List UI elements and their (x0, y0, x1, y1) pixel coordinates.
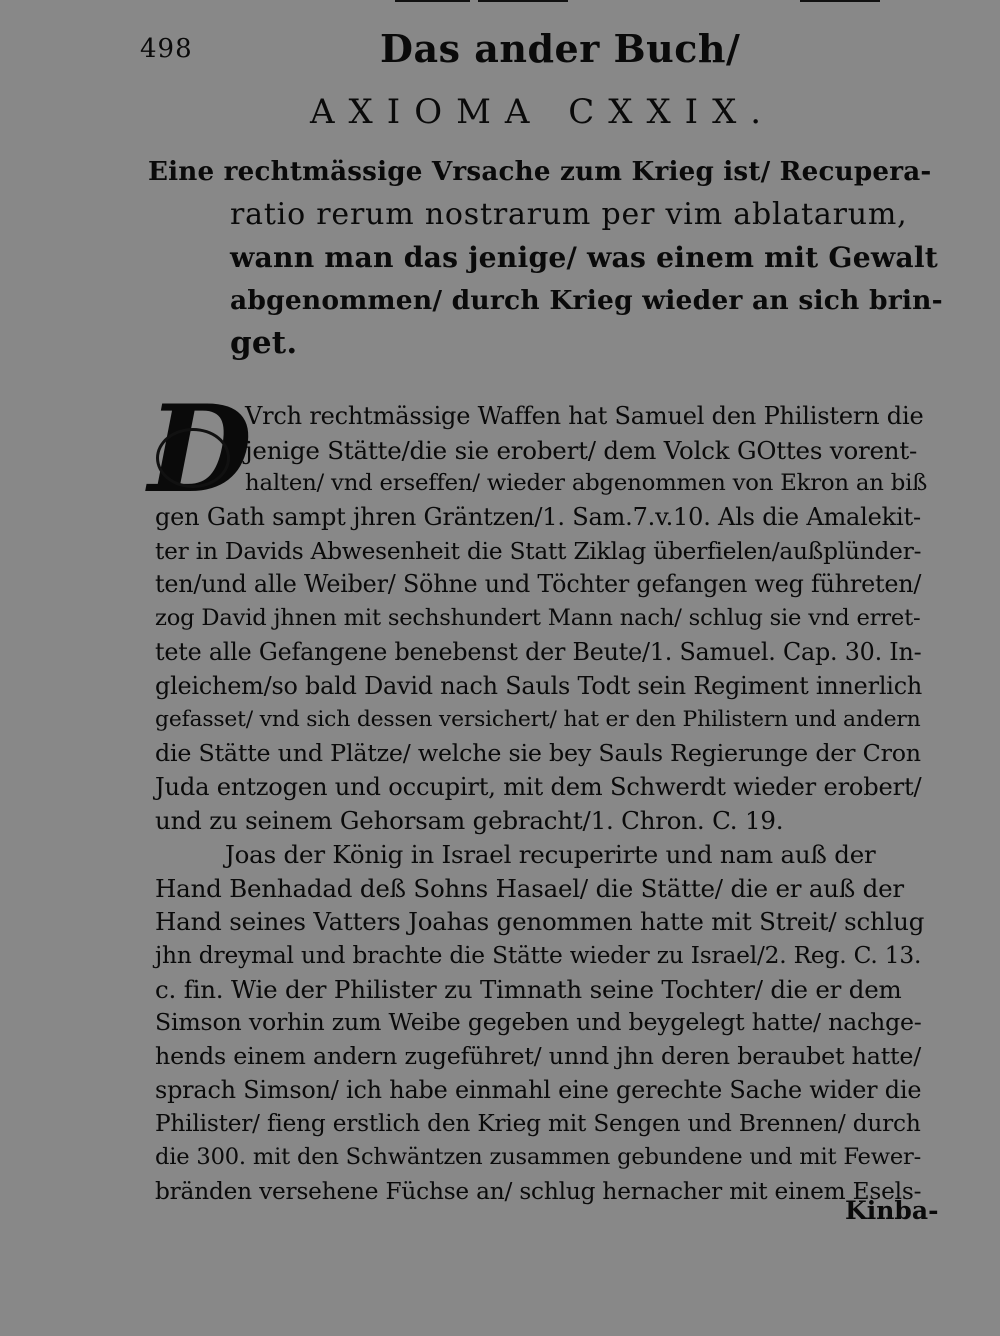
body-line: gefasset/ vnd sich dessen versichert/ hat er den Philistern und andern (155, 707, 921, 733)
body-line: Philister/ fieng erstlich den Krieg mit Sengen und Brennen/ durch (155, 1110, 921, 1138)
axiom-statement (148, 150, 943, 365)
statement-line: Eine rechtmässige Vrsache zum Krieg ist/ Recupera- (148, 156, 932, 187)
body-line: hends einem andern zugeführet/ unnd jhn deren beraubet hatte/ (155, 1042, 921, 1071)
drop-cap-letter: D (148, 379, 253, 520)
statement-line: wann man das jenige/ was einem mit Gewalt (230, 241, 938, 274)
body-line: gleichem/so bald David nach Sauls Todt sein Regiment innerlich (155, 671, 923, 700)
body-line: halten/ vnd erseffen/ wieder abgenommen von Ekron an biß (245, 470, 928, 497)
body-line: ter in Davids Abwesenheit die Statt Ziklag überfielen/außplünder- (155, 537, 922, 565)
body-line: die Stätte und Plätze/ welche sie bey Sauls Regierunge der Cron (155, 738, 921, 767)
body-line: tete alle Gefangene benebenst der Beute/1. Samuel. Cap. 30. In- (155, 637, 922, 666)
body-line: zog David jhnen mit sechshundert Mann nach/ schlug sie vnd erret- (155, 605, 921, 632)
body-line: Joas der König in Israel recuperirte und nam auß der (225, 839, 876, 869)
body-line: bränden versehene Füchse an/ schlug hernacher mit einem Esels- (155, 1177, 922, 1205)
catchword: Kinba- (845, 1196, 939, 1225)
body-text (155, 400, 930, 1209)
statement-line: ratio rerum nostrarum per vim ablatarum, (230, 197, 908, 232)
top-rule (800, 0, 880, 2)
axiom-title: AXIOMA CXXIX. (310, 92, 776, 132)
body-line: die 300. mit den Schwäntzen zusammen gebundene und mit Fewer- (155, 1144, 922, 1171)
body-line: ten/und alle Weiber/ Söhne und Töchter gefangen weg führeten/ (155, 570, 922, 599)
body-line: Hand seines Vatters Joahas genommen hatte mit Streit/ schlug (155, 907, 925, 937)
body-line: jenige Stätte/die sie erobert/ dem Volck GOttes vorent- (245, 435, 918, 465)
body-line: jhn dreymal und brachte die Stätte wieder zu Israel/2. Reg. C. 13. (155, 942, 922, 969)
running-head: Das ander Buch/ (380, 26, 741, 71)
statement-line: abgenommen/ durch Krieg wieder an sich brin- (230, 285, 943, 316)
body-line: und zu seinem Gehorsam gebracht/1. Chron. C. 19. (155, 806, 784, 836)
top-rule (478, 0, 568, 2)
body-line: Hand Benhadad deß Sohns Hasael/ die Stätte/ die er auß der (155, 873, 904, 903)
page-number: 498 (140, 34, 193, 64)
top-rule (395, 0, 470, 2)
body-line: sprach Simson/ ich habe einmahl eine gerechte Sache wider die (155, 1075, 922, 1104)
body-line: Simson vorhin zum Weibe gegeben und beygelegt hatte/ nachge- (155, 1008, 922, 1037)
body-line: Juda entzogen und occupirt, mit dem Schwerdt wieder erobert/ (155, 772, 922, 801)
body-line: gen Gath sampt jhren Gräntzen/1. Sam.7.v.10. Als die Amalekit- (155, 503, 921, 532)
body-line: Vrch rechtmässige Waffen hat Samuel den Philistern die (245, 402, 924, 430)
statement-line: get. (230, 325, 298, 361)
body-line: c. fin. Wie der Philister zu Timnath seine Tochter/ die er dem (155, 974, 902, 1004)
